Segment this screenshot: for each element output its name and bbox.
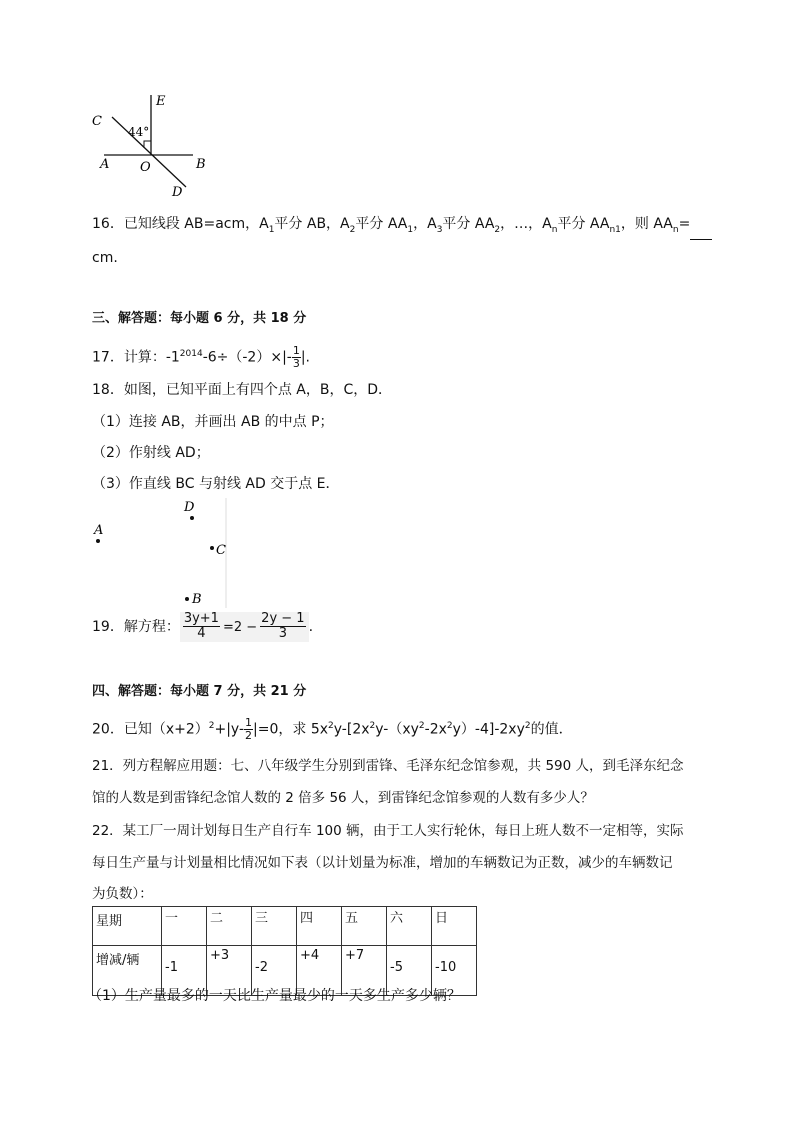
table-cell: -5 [387, 946, 432, 996]
table-cell: 三 [252, 907, 297, 946]
question-22-line-3: 为负数）： [92, 886, 153, 902]
label-d: D [172, 185, 183, 200]
table-cell: +7 [342, 946, 387, 996]
table-cell: -2 [252, 946, 297, 996]
question-16-unit: cm. [92, 250, 118, 266]
table-cell: -1 [162, 946, 207, 996]
label-a: A [100, 157, 110, 172]
question-18-stem: 18．如图，已知平面上有四个点 A，B，C，D． [92, 382, 393, 398]
fraction-rhs: $\frac{2y - 1}{3}$ [261, 611, 305, 641]
label-c: C [92, 114, 102, 129]
question-16: 16．已知线段 AB=acm，$A_1$平分 AB，$A_2$平分 $AA_1$，$A_3$平分 $AA_2$，…，$A_n$平分 $AA_{n1}$，则 $AA_n=$ [92, 214, 712, 240]
label-angle: 44° [128, 125, 150, 139]
point-a [96, 539, 100, 543]
table-cell: 二 [207, 907, 252, 946]
question-21-line-1: 21．列方程解应用题：七、八年级学生分别到雷锋、毛泽东纪念馆参观，共 590 人，到毛泽东纪念 [92, 758, 684, 774]
point-d-label: D [184, 500, 195, 515]
table-cell: 一 [162, 907, 207, 946]
table-cell: +3 [207, 946, 252, 996]
point-c [210, 546, 214, 550]
table-cell: 增减/辆 [93, 946, 162, 996]
point-d [190, 516, 194, 520]
question-18-item-1: （1）连接 AB，并画出 AB 的中点 P； [92, 414, 334, 430]
question-20: 20．已知$(x+2)^2+|y-$ $\frac{1}{2}$ |=0，求 $5x^2y-[2x^2y-(xy^2-2x^2y)-4]-2xy^2$的值． [92, 716, 573, 743]
label-e: E [156, 94, 166, 109]
table-header-row [93, 907, 477, 946]
angle-mark [144, 141, 151, 148]
equation-box: $\frac{3y+1}{4}$ =2 − $\frac{2y - 1}{3}$ [180, 612, 309, 642]
label-o: O [140, 160, 151, 175]
question-22-line-1: 22．某工厂一周计划每日生产自行车 100 辆，由于工人实行轮休，每日上班人数不一定相等，实际 [92, 823, 684, 839]
production-table [92, 906, 477, 996]
question-18-item-2: （2）作射线 AD； [92, 445, 210, 461]
table-cell: 四 [297, 907, 342, 946]
fraction-one-third: $\frac{1}{3}$ [292, 344, 300, 371]
table-cell: -10 [432, 946, 477, 996]
fraction-one-half: $\frac{1}{2}$ [245, 716, 253, 743]
table-cell: +4 [297, 946, 342, 996]
question-22-line-2: 每日生产量与计划量相比情况如下表（以计划量为标准，增加的车辆数记为正数，减少的车辆数记 [92, 855, 673, 871]
answer-blank[interactable] [690, 225, 712, 240]
angle-figure [88, 92, 218, 202]
table-cell: 六 [387, 907, 432, 946]
point-c-label: C [216, 543, 226, 558]
label-b: B [196, 157, 206, 172]
table-cell: 五 [342, 907, 387, 946]
table-cell: 日 [432, 907, 477, 946]
fraction-lhs: $\frac{3y+1}{4}$ [183, 611, 219, 641]
point-a-label: A [94, 523, 104, 538]
table-cell: 星期 [93, 907, 162, 946]
question-19: 19．解方程： $\frac{3y+1}{4}$ =2 − $\frac{2y - 1}{3}$ . [92, 611, 314, 641]
section-3-heading: 三、解答题：每小题 6 分，共 18 分 [92, 311, 307, 326]
question-18-item-3: （3）作直线 BC 与射线 AD 交于点 E． [92, 476, 340, 492]
question-22-sub-1: （1）生产量最多的一天比生产量最少的一天多生产多少辆？ [88, 988, 461, 1004]
point-b-label: B [192, 592, 202, 607]
points-figure [88, 496, 238, 612]
question-17: 17．计算：$-1^{2014}-6\div(-2)\times|-$ $\frac{1}{3}$ |. [92, 344, 311, 371]
point-b [185, 597, 189, 601]
section-4-heading: 四、解答题：每小题 7 分，共 21 分 [92, 684, 307, 699]
question-21-line-2: 馆的人数是到雷锋纪念馆人数的 2 倍多 56 人，到雷锋纪念馆参观的人数有多少人？ [92, 790, 594, 806]
